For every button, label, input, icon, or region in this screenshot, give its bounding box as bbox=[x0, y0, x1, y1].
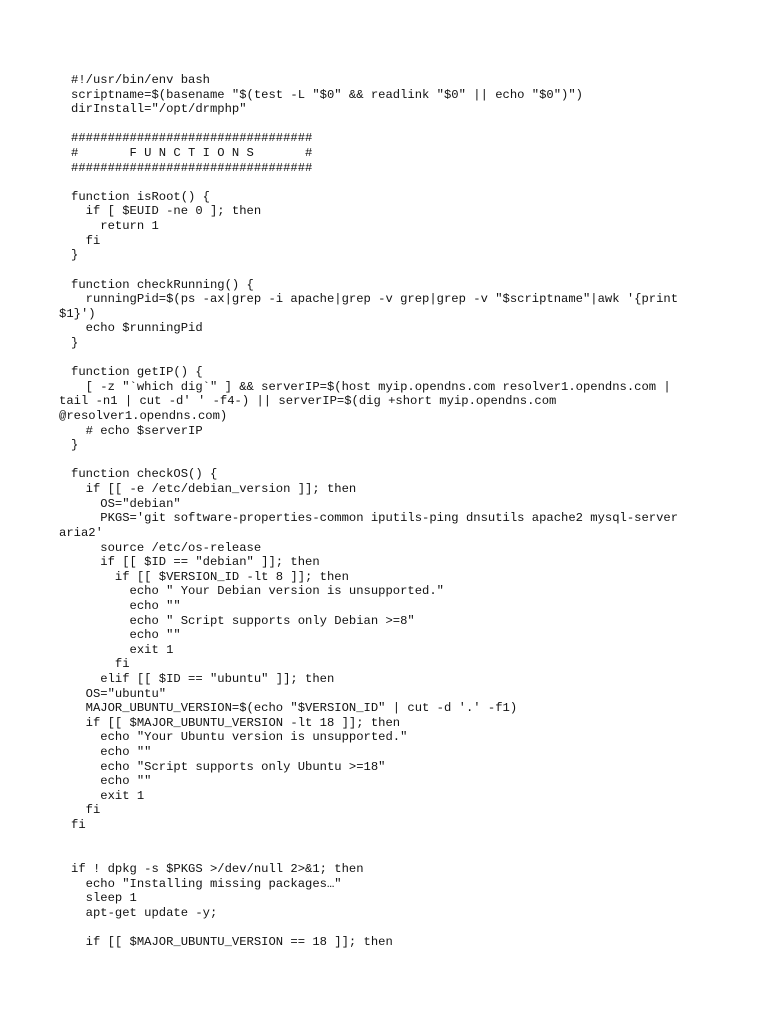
code-line: [ -z "`which dig`" ] && serverIP=$(host myip.opendns.com resolver1.opendns.com | bbox=[71, 379, 671, 394]
code-line: tail -n1 | cut -d' ' -f4-) || serverIP=$(dig +short myip.opendns.com bbox=[59, 394, 557, 409]
code-line: source /etc/os-release bbox=[71, 540, 262, 555]
code-line: MAJOR_UBUNTU_VERSION=$(echo "$VERSION_ID" | cut -d '.' -f1) bbox=[71, 701, 518, 716]
code-line: if [[ -e /etc/debian_version ]]; then bbox=[71, 482, 357, 497]
code-line: OS="debian" bbox=[71, 496, 181, 511]
code-line bbox=[71, 453, 711, 468]
code-line: ################################# bbox=[71, 160, 313, 175]
code-line: PKGS='git software-properties-common iputils-ping dnsutils apache2 mysql-server bbox=[71, 511, 679, 526]
code-line: if ! dpkg -s $PKGS >/dev/null 2>&1; then bbox=[71, 861, 364, 876]
code-line: if [[ $MAJOR_UBUNTU_VERSION -lt 18 ]]; then bbox=[71, 715, 401, 730]
code-line: apt-get update -y; bbox=[71, 905, 218, 920]
code-line: echo "Script supports only Ubuntu >=18" bbox=[71, 759, 386, 774]
code-line: aria2' bbox=[59, 525, 103, 540]
code-line bbox=[71, 175, 711, 190]
code-line: echo "" bbox=[71, 598, 181, 613]
code-line: $1}') bbox=[59, 306, 96, 321]
code-line: # F U N C T I O N S # bbox=[71, 146, 313, 161]
code-line: if [[ $VERSION_ID -lt 8 ]]; then bbox=[71, 569, 349, 584]
code-line: OS="ubuntu" bbox=[71, 686, 167, 701]
code-line: fi bbox=[71, 657, 130, 672]
code-line: runningPid=$(ps -ax|grep -i apache|grep -v grep|grep -v "$scriptname"|awk '{print bbox=[71, 292, 679, 307]
code-line bbox=[71, 920, 711, 935]
code-line bbox=[71, 847, 711, 862]
code-line: function checkOS() { bbox=[71, 467, 218, 482]
code-line: } bbox=[71, 438, 79, 453]
code-line: scriptname=$(basename "$(test -L "$0" && readlink "$0" || echo "$0")") bbox=[71, 87, 583, 102]
code-line: function checkRunning() { bbox=[71, 277, 254, 292]
code-line: ################################# bbox=[71, 131, 313, 146]
code-line bbox=[71, 833, 711, 848]
code-line: echo "" bbox=[71, 745, 152, 760]
code-line: echo "" bbox=[71, 774, 152, 789]
code-line bbox=[71, 263, 711, 278]
code-line: function isRoot() { bbox=[71, 189, 210, 204]
code-line: fi bbox=[71, 818, 86, 833]
code-line: echo " Your Debian version is unsupported." bbox=[71, 584, 444, 599]
code-line: @resolver1.opendns.com) bbox=[59, 409, 228, 424]
code-listing bbox=[59, 73, 711, 950]
code-line: fi bbox=[71, 803, 101, 818]
code-line: if [[ $MAJOR_UBUNTU_VERSION == 18 ]]; then bbox=[71, 934, 393, 949]
code-line: return 1 bbox=[71, 219, 159, 234]
code-line: exit 1 bbox=[71, 788, 145, 803]
code-line: #!/usr/bin/env bash bbox=[71, 73, 210, 87]
code-line: # echo $serverIP bbox=[71, 423, 203, 438]
code-line: echo "Your Ubuntu version is unsupported." bbox=[71, 730, 408, 745]
code-line: if [[ $ID == "debian" ]]; then bbox=[71, 555, 320, 570]
code-line: fi bbox=[71, 233, 101, 248]
code-line: dirInstall="/opt/drmphp" bbox=[71, 102, 247, 117]
code-line: } bbox=[71, 248, 79, 263]
code-line: sleep 1 bbox=[71, 891, 137, 906]
code-line: echo $runningPid bbox=[71, 321, 203, 336]
code-line bbox=[71, 351, 711, 366]
code-line: echo "" bbox=[71, 628, 181, 643]
code-line: exit 1 bbox=[71, 642, 174, 657]
code-line bbox=[71, 117, 711, 132]
code-line: } bbox=[71, 335, 79, 350]
code-line: function getIP() { bbox=[71, 365, 203, 380]
code-line: echo " Script supports only Debian >=8" bbox=[71, 613, 415, 628]
code-line: echo "Installing missing packages…" bbox=[71, 876, 342, 891]
code-line: elif [[ $ID == "ubuntu" ]]; then bbox=[71, 671, 335, 686]
code-line: if [ $EUID -ne 0 ]; then bbox=[71, 204, 262, 219]
